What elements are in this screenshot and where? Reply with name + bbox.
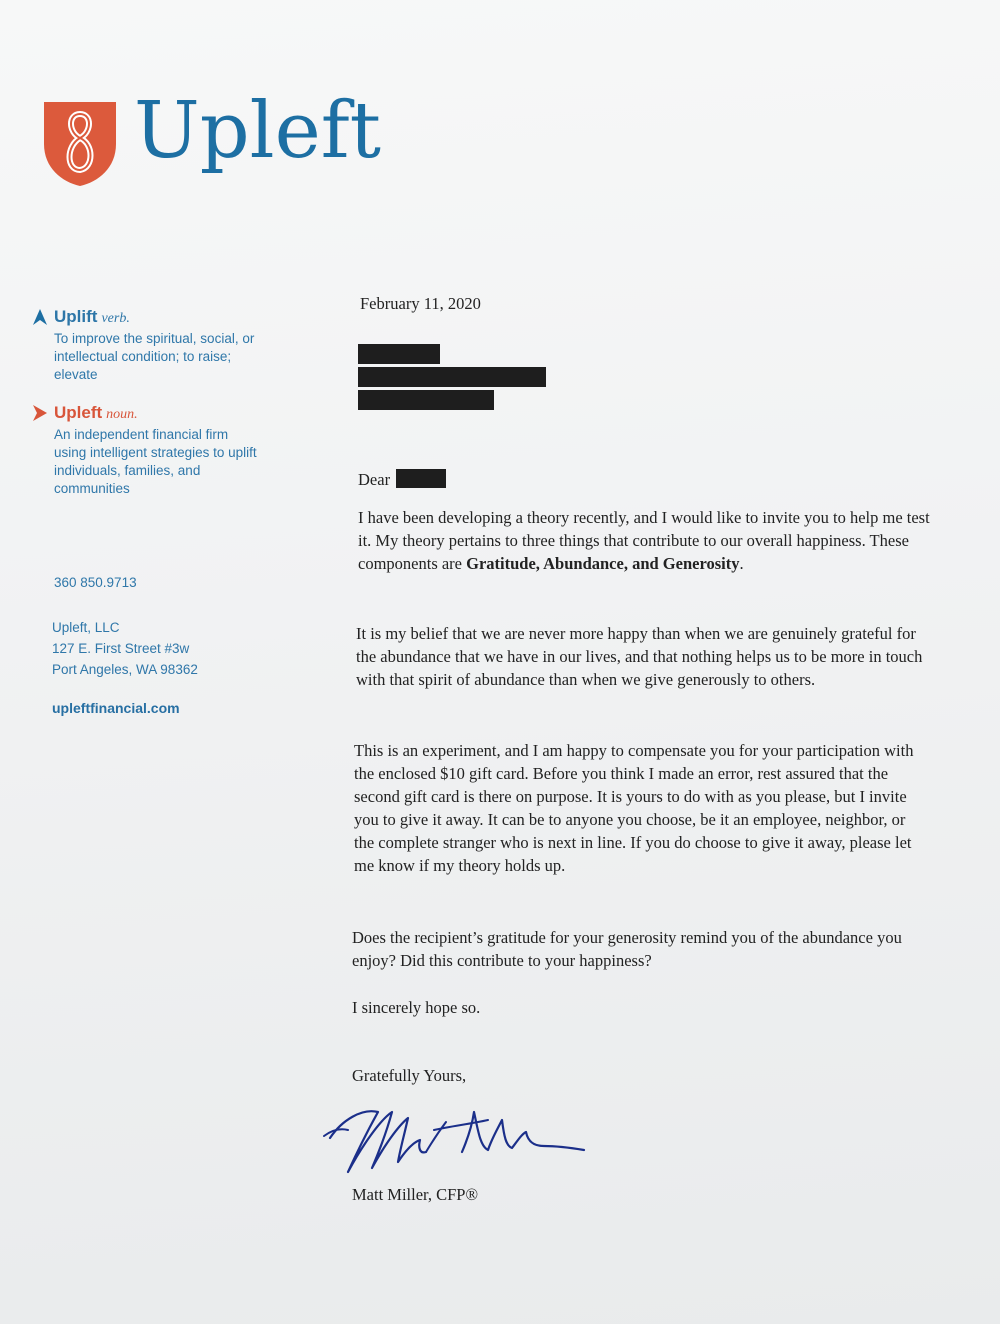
website-link[interactable]: upleftfinancial.com [52, 700, 180, 716]
definition-heading [54, 306, 270, 330]
paragraph-2: It is my belief that we are never more happy than when we are genuinely grateful for the abundance that we have in our lives, and that nothing helps us to be more in touch with that spirit of abundance than when we give generously to others. [356, 624, 923, 689]
salutation-text: Dear [358, 470, 391, 489]
brand-wordmark: Upleft [134, 86, 381, 176]
address-line: Upleft, LLC [52, 620, 120, 635]
mailing-address [52, 617, 198, 680]
redacted-recipient-name [358, 344, 440, 364]
upleft-shield-logo-icon [40, 98, 120, 188]
paragraph-1-text: I have been developing a theory recently, and I would like to invite you to help me test it. My theory pertains to three things that contribute to our overall happiness. These components are [358, 508, 930, 573]
redacted-salutation-name [396, 469, 446, 488]
redacted-recipient-address [358, 367, 546, 387]
definition-text: An independent financial firm using intelligent strategies to uplift individuals, families, and communities [54, 427, 257, 496]
definition-text: To improve the spiritual, social, or intellectual condition; to raise; elevate [54, 331, 255, 382]
sidebar [30, 306, 270, 516]
definition-uplift [30, 306, 270, 384]
signer-name: Matt Miller, CFP® [352, 1185, 479, 1204]
letter-date: February 11, 2020 [360, 294, 481, 313]
red-arrow-left-icon [32, 404, 48, 422]
blue-arrow-up-icon [32, 308, 48, 326]
address-line: 127 E. First Street #3w [52, 641, 190, 656]
definition-part-of-speech: verb. [101, 311, 130, 326]
paragraph-1 [358, 506, 934, 575]
closing: Gratefully Yours, [352, 1066, 467, 1085]
definition-upleft [30, 402, 270, 498]
paragraph-4: Does the recipient’s gratitude for your generosity remind you of the abundance you enjoy? Did this contribute to your happiness? [352, 928, 902, 970]
definition-part-of-speech: noun. [106, 407, 138, 422]
handwritten-signature-icon [322, 1090, 592, 1180]
paragraph-5: I sincerely hope so. [352, 998, 481, 1017]
redacted-recipient-city [358, 390, 494, 410]
paragraph-1-end: . [739, 554, 744, 573]
salutation [358, 468, 446, 491]
paragraph-3: This is an experiment, and I am happy to compensate you for your participation with the enclosed $10 gift card. Before you think I made an error, rest assured that the second gift card is there on purpose. It is yours to do with as you please, but I invite you to give it away. It can be to anyone you choose, be it an employee, neighbor, or the complete stranger who is next in line. If you do choose to give it away, please let me know if my theory holds up. [354, 741, 914, 875]
phone-number: 360 850.9713 [54, 575, 137, 590]
definition-word: Upleft [54, 403, 103, 422]
definition-heading [54, 402, 270, 426]
paragraph-1-bold: Gratitude, Abundance, and Generosity [466, 554, 740, 573]
definition-word: Uplift [54, 307, 98, 326]
address-line: Port Angeles, WA 98362 [52, 662, 198, 677]
